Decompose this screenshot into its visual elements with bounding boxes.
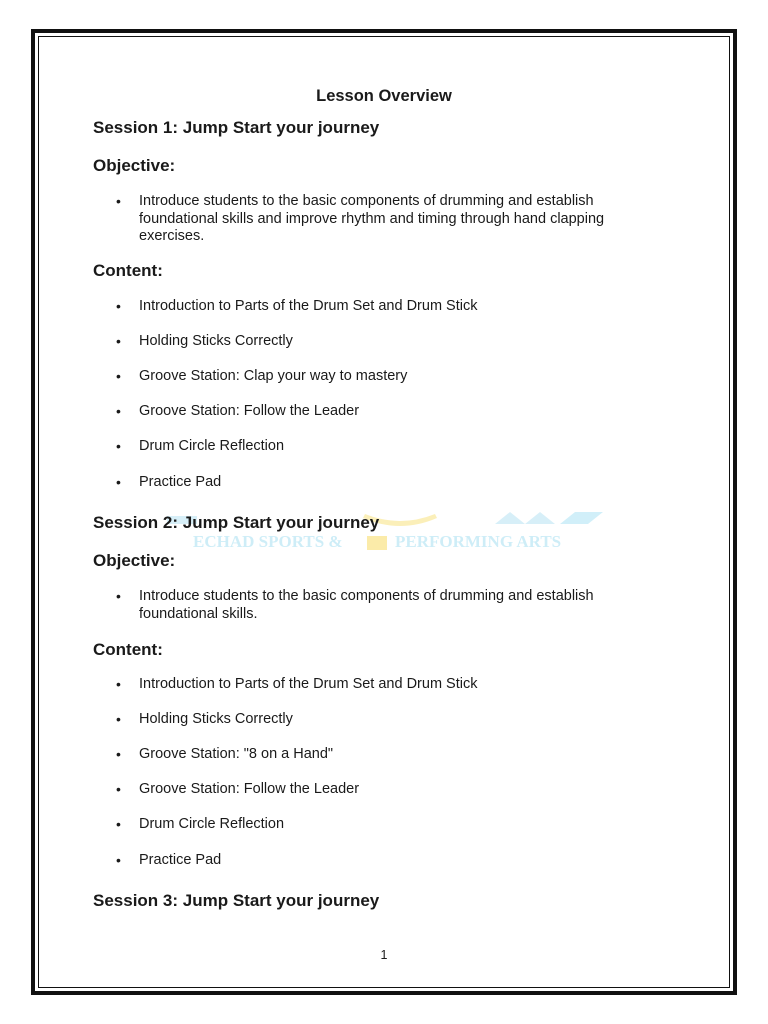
session-3-heading: Session 3: Jump Start your journey bbox=[93, 891, 380, 910]
bullet-icon: • bbox=[116, 746, 121, 762]
session-2-objective-label: Objective: bbox=[93, 551, 176, 570]
content-text: Groove Station: Follow the Leader bbox=[139, 403, 360, 419]
content-text: Introduction to Parts of the Drum Set and Drum Stick bbox=[139, 676, 478, 692]
content-text: Practice Pad bbox=[139, 474, 222, 490]
bullet-icon: • bbox=[116, 588, 121, 604]
bullet-icon: • bbox=[116, 368, 121, 384]
watermark-text-left: ECHAD SPORTS & bbox=[193, 532, 343, 551]
page-number: 1 bbox=[380, 948, 388, 962]
content-text: Groove Station: Follow the Leader bbox=[139, 781, 360, 797]
objective-text: Introduce students to the basic components of drumming and establish foundational skills and improve rhythm and timing through hand clapping exercises. bbox=[139, 193, 605, 244]
bullet-icon: • bbox=[116, 333, 121, 349]
content-text: Drum Circle Reflection bbox=[139, 438, 285, 454]
session-1-heading: Session 1: Jump Start your journey bbox=[93, 118, 380, 137]
objective-text: Introduce students to the basic components of drumming and establish foundational skills. bbox=[139, 588, 594, 622]
watermark-emblem bbox=[367, 536, 387, 550]
bullet-icon: • bbox=[116, 816, 121, 832]
content-text: Introduction to Parts of the Drum Set and Drum Stick bbox=[139, 298, 478, 314]
bullet-icon: • bbox=[116, 676, 121, 692]
watermark-text-right: PERFORMING ARTS bbox=[395, 532, 562, 551]
content-text: Holding Sticks Correctly bbox=[139, 711, 293, 727]
session-1-objective-label: Objective: bbox=[93, 156, 176, 175]
content-text: Drum Circle Reflection bbox=[139, 816, 285, 832]
content-text: Groove Station: "8 on a Hand" bbox=[139, 746, 334, 762]
bullet-icon: • bbox=[116, 781, 121, 797]
content-text: Practice Pad bbox=[139, 852, 222, 868]
bullet-icon: • bbox=[116, 403, 121, 419]
session-2-heading: Session 2: Jump Start your journey bbox=[93, 513, 380, 532]
page-title: Lesson Overview bbox=[316, 87, 452, 105]
session-1-content-label: Content: bbox=[93, 261, 163, 280]
content-text: Groove Station: Clap your way to mastery bbox=[139, 368, 408, 384]
bullet-icon: • bbox=[116, 852, 121, 868]
bullet-icon: • bbox=[116, 711, 121, 727]
content-text: Holding Sticks Correctly bbox=[139, 333, 293, 349]
session-2-content-label: Content: bbox=[93, 640, 163, 659]
bullet-icon: • bbox=[116, 193, 121, 209]
bullet-icon: • bbox=[116, 438, 121, 454]
bullet-icon: • bbox=[116, 298, 121, 314]
bullet-icon: • bbox=[116, 474, 121, 490]
